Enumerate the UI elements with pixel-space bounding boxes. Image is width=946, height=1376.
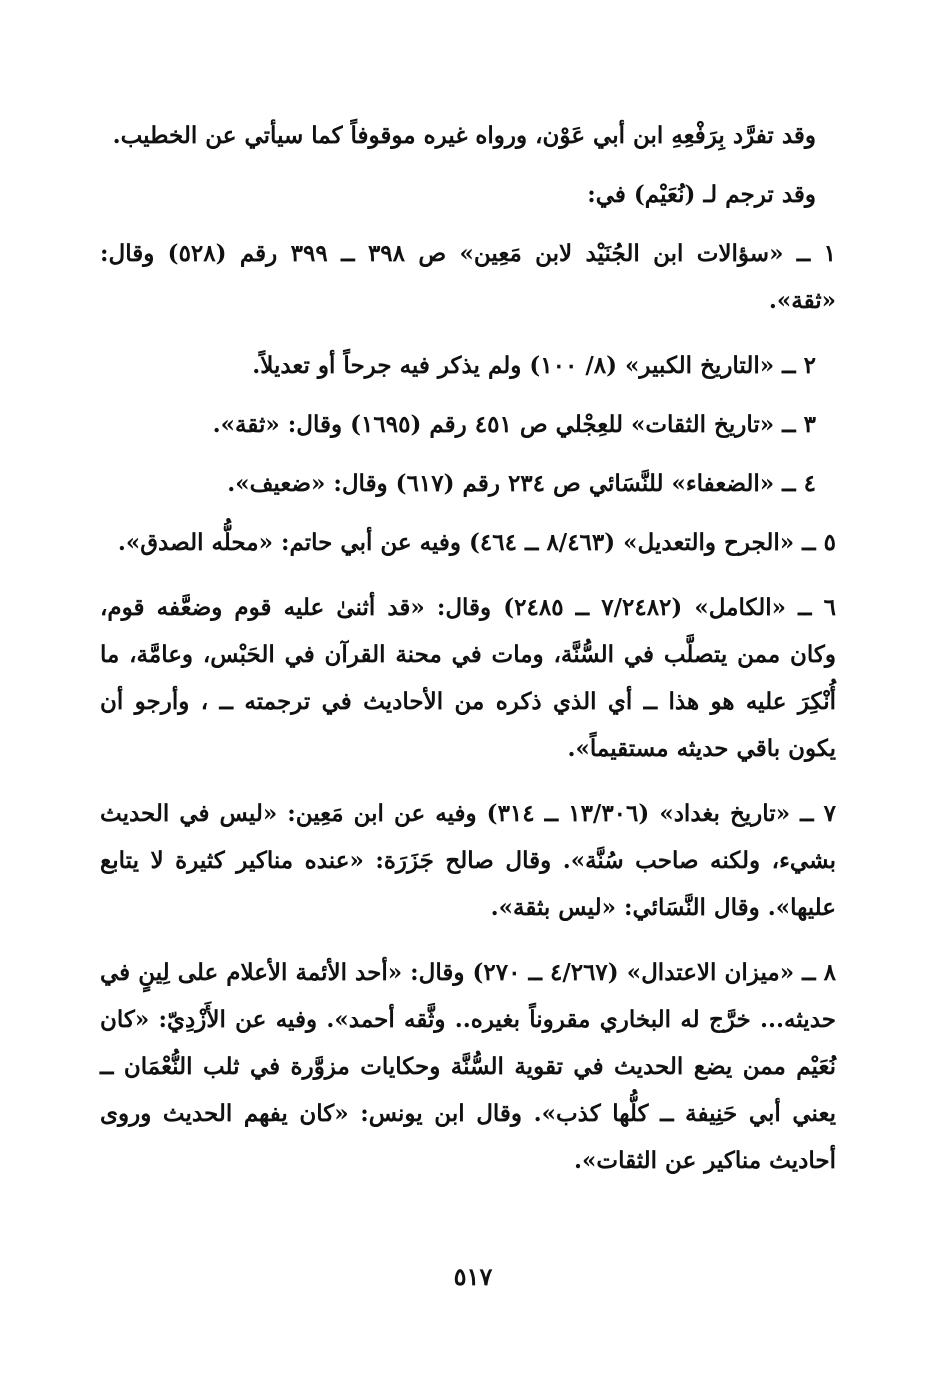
page-body — [100, 112, 836, 1202]
paragraph-intro-1: وقد تفرَّد بِرَفْعِهِ ابن أبي عَوْن، ورواه غيره موقوفاً كما سيأتي عن الخطيب. — [112, 122, 816, 149]
list-item-8: ٨ ــ «ميزان الاعتدال» (٤/٢٦٧ ــ ٢٧٠) وقال: «أحد الأئمة الأعلام على لِينٍ في حديثه... خرَّج له البخاري مقروناً بغيره.. وثَّقه أحمد». وفيه عن الأَزْدِيّ: «كان نُعَيْم ممن يضع الحديث في تقوية السُّنَّة وحكايات مزوَّرة في ثلب النُّعْمَان ــ يعني أبي حَنِيفة ــ كلُّها كذب». وقال ابن يونس: «كان يفهم الحديث وروى أحاديث مناكير عن الثقات». — [100, 959, 836, 1174]
list-item-5: ٥ ــ «الجرح والتعديل» (٨/٤٦٣ ــ ٤٦٤) وفيه عن أبي حاتم: «محلُّه الصدق». — [117, 529, 836, 556]
paragraph-intro-2: وقد ترجم لـ (نُعَيْم) في: — [587, 181, 816, 208]
list-item-7: ٧ ــ «تاريخ بغداد» (١٣/٣٠٦ ــ ٣١٤) وفيه عن ابن مَعِين: «ليس في الحديث بشيء، ولكنه صاحب سُنَّة». وقال صالح جَزَرَة: «عنده مناكير كثيرة لا يتابع عليها». وقال النَّسَائي: «ليس بثقة». — [100, 800, 837, 921]
list-item-3: ٣ ــ «تاريخ الثقات» للعِجْلي ص ٤٥١ رقم (١٦٩٥) وقال: «ثقة». — [212, 411, 816, 438]
page-number: ٥١٧ — [453, 1262, 493, 1291]
list-item-2: ٢ ــ «التاريخ الكبير» (٨/ ١٠٠) ولم يذكر فيه جرحاً أو تعديلاً. — [252, 352, 816, 379]
list-item-1: ١ ــ «سؤالات ابن الجُنَيْد لابن مَعِين» ص ٣٩٨ ــ ٣٩٩ رقم (٥٢٨) وقال: «ثقة». — [100, 240, 837, 314]
list-item-4: ٤ ــ «الضعفاء» للنَّسَائي ص ٢٣٤ رقم (٦١٧) وقال: «ضعيف». — [227, 470, 816, 497]
list-item-6: ٦ ــ «الكامل» (٧/٢٤٨٢ ــ ٢٤٨٥) وقال: «قد أثنىٰ عليه قوم وضعَّفه قوم، وكان ممن يتصلَّب في السُّنَّة، ومات في محنة القرآن في الحَبْس، وعامَّة، ما أُنْكِرَ عليه هو هذا ــ أي الذي ذكره من الأحاديث في ترجمته ــ ، وأرجو أن يكون باقي حديثه مستقيماً». — [100, 594, 836, 762]
